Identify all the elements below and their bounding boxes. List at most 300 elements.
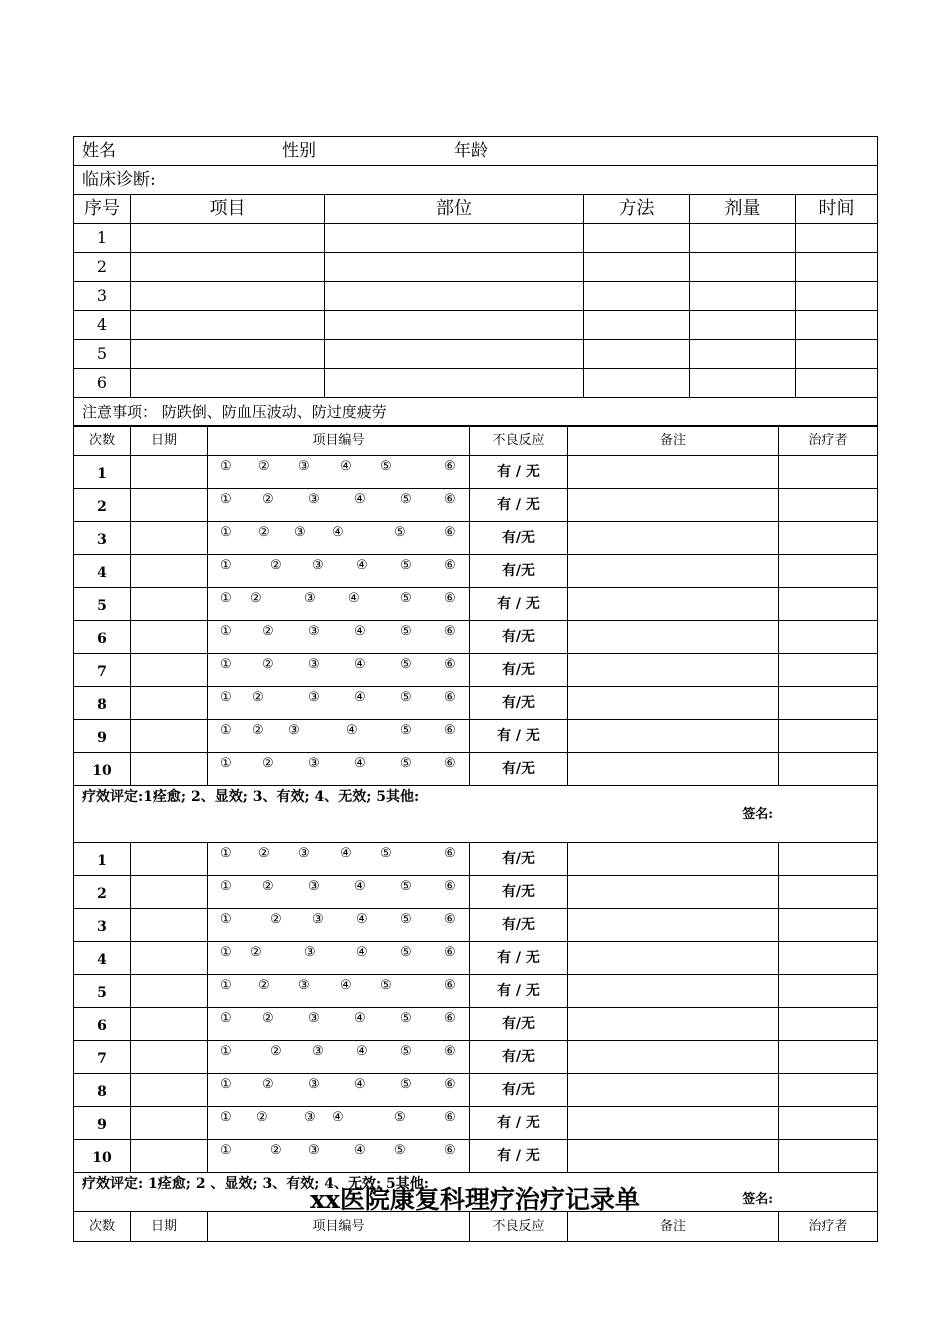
remarks-cell[interactable] [568,1041,779,1074]
plan-cell[interactable] [131,369,325,398]
plan-cell[interactable] [131,340,325,369]
item-option-4[interactable]: ④ [354,1077,366,1092]
document-title: xx医院康复科理疗治疗记录单 [310,1185,640,1214]
item-option-3[interactable]: ③ [294,525,306,540]
item-option-2[interactable]: ② [250,591,262,606]
reaction-choice[interactable]: 有/无 [470,876,568,909]
notes-text: 注意事项： 防跌倒、防血压波动、防过度疲劳 [74,398,878,427]
item-option-4[interactable]: ④ [332,525,344,540]
therapist-cell[interactable] [779,1140,878,1173]
therapist-cell[interactable] [779,1008,878,1041]
plan-cell[interactable] [131,311,325,340]
item-number-options [208,1107,470,1140]
item-option-4[interactable]: ④ [354,624,366,639]
item-option-5[interactable]: ⑤ [400,879,412,894]
item-option-2[interactable]: ② [262,1011,274,1026]
session-date-cell[interactable] [131,1041,208,1074]
item-option-6[interactable]: ⑥ [444,459,456,474]
item-option-6[interactable]: ⑥ [444,945,456,960]
session-number: 1 [74,456,131,489]
item-option-3[interactable]: ③ [312,558,324,573]
session-row [74,588,878,621]
plan-cell[interactable] [690,311,796,340]
item-option-3[interactable]: ③ [308,624,320,639]
remarks-cell[interactable] [568,720,779,753]
plan-cell[interactable] [325,224,584,253]
item-option-4[interactable]: ④ [354,879,366,894]
plan-row-number: 3 [74,282,131,311]
item-option-4[interactable]: ④ [354,1011,366,1026]
item-option-2[interactable]: ② [258,459,270,474]
remarks-cell[interactable] [568,621,779,654]
plan-cell[interactable] [584,224,690,253]
session-row [74,1041,878,1074]
item-option-1[interactable]: ① [220,723,232,738]
reaction-choice[interactable]: 有 / 无 [470,1140,568,1173]
reaction-choice[interactable]: 有/无 [470,753,568,786]
item-option-4[interactable]: ④ [356,1044,368,1059]
therapist-cell[interactable] [779,753,878,786]
item-option-2[interactable]: ② [270,1143,282,1158]
therapist-cell[interactable] [779,654,878,687]
plan-cell[interactable] [325,311,584,340]
item-option-1[interactable]: ① [220,558,232,573]
age-label: 年龄 [454,140,488,161]
item-option-6[interactable]: ⑥ [444,558,456,573]
item-option-5[interactable]: ⑤ [400,657,412,672]
session-date-cell[interactable] [131,687,208,720]
therapist-cell[interactable] [779,1107,878,1140]
plan-cell[interactable] [325,369,584,398]
session-date-cell[interactable] [131,1107,208,1140]
session-number: 5 [74,975,131,1008]
col-reaction-2: 不良反应 [470,1212,568,1242]
item-option-4[interactable]: ④ [354,492,366,507]
reaction-choice[interactable]: 有 / 无 [470,942,568,975]
therapist-cell[interactable] [779,942,878,975]
plan-cell[interactable] [325,282,584,311]
reaction-choice[interactable]: 有/无 [470,555,568,588]
therapist-cell[interactable] [779,555,878,588]
item-option-3[interactable]: ③ [308,657,320,672]
session-row [74,909,878,942]
plan-cell[interactable] [584,311,690,340]
item-option-4[interactable]: ④ [346,723,358,738]
plan-cell[interactable] [796,340,878,369]
plan-cell[interactable] [796,224,878,253]
item-option-4[interactable]: ④ [348,591,360,606]
item-option-1[interactable]: ① [220,1044,232,1059]
plan-row [74,282,878,311]
session-number: 2 [74,489,131,522]
item-option-6[interactable]: ⑥ [444,657,456,672]
session-row [74,654,878,687]
session-row [74,621,878,654]
plan-cell[interactable] [796,369,878,398]
item-number-options [208,588,470,621]
remarks-cell[interactable] [568,975,779,1008]
reaction-choice[interactable]: 有/无 [470,1041,568,1074]
remarks-cell[interactable] [568,942,779,975]
session-date-cell[interactable] [131,522,208,555]
item-option-1[interactable]: ① [220,1077,232,1092]
item-option-4[interactable]: ④ [354,690,366,705]
item-option-6[interactable]: ⑥ [444,1143,456,1158]
plan-cell[interactable] [325,340,584,369]
session-number: 4 [74,555,131,588]
plan-cell[interactable] [690,282,796,311]
remarks-cell[interactable] [568,522,779,555]
item-option-5[interactable]: ⑤ [380,459,392,474]
item-option-2[interactable]: ② [256,1110,268,1125]
session-date-cell[interactable] [131,843,208,876]
patient-info-row [74,137,878,166]
session-record-table [73,425,878,1242]
item-option-1[interactable]: ① [220,978,232,993]
reaction-choice[interactable]: 有/无 [470,522,568,555]
item-number-options [208,942,470,975]
item-option-1[interactable]: ① [220,1143,232,1158]
session-date-cell[interactable] [131,1008,208,1041]
item-option-3[interactable]: ③ [308,879,320,894]
item-option-5[interactable]: ⑤ [380,846,392,861]
plan-row-number: 4 [74,311,131,340]
remarks-cell[interactable] [568,588,779,621]
item-option-2[interactable]: ② [252,723,264,738]
item-option-6[interactable]: ⑥ [444,1110,456,1125]
item-option-3[interactable]: ③ [298,846,310,861]
item-number-options [208,555,470,588]
item-option-6[interactable]: ⑥ [444,591,456,606]
session-date-cell[interactable] [131,555,208,588]
item-option-1[interactable]: ① [220,525,232,540]
plan-cell[interactable] [584,369,690,398]
session-row [74,720,878,753]
item-option-6[interactable]: ⑥ [444,690,456,705]
session-number: 10 [74,1140,131,1173]
plan-cell[interactable] [690,253,796,282]
item-option-3[interactable]: ③ [288,723,300,738]
session-date-cell[interactable] [131,720,208,753]
item-option-4[interactable]: ④ [354,1143,366,1158]
remarks-cell[interactable] [568,876,779,909]
item-option-6[interactable]: ⑥ [444,756,456,771]
item-option-5[interactable]: ⑤ [400,624,412,639]
plan-cell[interactable] [584,282,690,311]
remarks-cell[interactable] [568,843,779,876]
item-option-3[interactable]: ③ [308,756,320,771]
item-option-5[interactable]: ⑤ [400,723,412,738]
reaction-choice[interactable]: 有/无 [470,1008,568,1041]
diagnosis-label: 临床诊断: [74,166,878,195]
item-option-1[interactable]: ① [220,756,232,771]
reaction-choice[interactable]: 有 / 无 [470,975,568,1008]
plan-cell[interactable] [690,224,796,253]
gender-label: 性别 [282,140,316,161]
item-option-3[interactable]: ③ [308,1143,320,1158]
session-date-cell[interactable] [131,1074,208,1107]
item-option-3[interactable]: ③ [308,492,320,507]
session-number: 10 [74,753,131,786]
plan-cell[interactable] [796,282,878,311]
session-number: 9 [74,720,131,753]
remarks-cell[interactable] [568,1107,779,1140]
item-option-4[interactable]: ④ [340,978,352,993]
remarks-cell[interactable] [568,909,779,942]
item-option-2[interactable]: ② [258,846,270,861]
item-option-6[interactable]: ⑥ [444,492,456,507]
item-option-6[interactable]: ⑥ [444,1077,456,1092]
item-option-3[interactable]: ③ [308,1077,320,1092]
item-number-options [208,1074,470,1107]
item-option-6[interactable]: ⑥ [444,1011,456,1026]
therapist-cell[interactable] [779,522,878,555]
evaluation-text-1: 疗效评定:1痊愈; 2、显效; 3、有效; 4、无效; 5其他: [82,789,420,805]
plan-row [74,253,878,282]
item-option-2[interactable]: ② [262,624,274,639]
item-option-1[interactable]: ① [220,657,232,672]
therapist-cell[interactable] [779,456,878,489]
col-dose: 剂量 [690,195,796,224]
item-option-1[interactable]: ① [220,879,232,894]
session-number: 9 [74,1107,131,1140]
item-option-4[interactable]: ④ [354,756,366,771]
session-number: 1 [74,843,131,876]
item-number-options [208,720,470,753]
item-option-2[interactable]: ② [262,657,274,672]
item-option-6[interactable]: ⑥ [444,1044,456,1059]
item-number-options [208,621,470,654]
therapist-cell[interactable] [779,843,878,876]
item-option-2[interactable]: ② [258,978,270,993]
col-method: 方法 [584,195,690,224]
remarks-cell[interactable] [568,1140,779,1173]
item-option-2[interactable]: ② [270,912,282,927]
item-option-2[interactable]: ② [270,558,282,573]
item-option-3[interactable]: ③ [298,459,310,474]
item-option-2[interactable]: ② [262,492,274,507]
reaction-choice[interactable]: 有 / 无 [470,720,568,753]
item-number-options [208,1140,470,1173]
plan-row [74,369,878,398]
reaction-choice[interactable]: 有/无 [470,621,568,654]
session-date-cell[interactable] [131,753,208,786]
item-option-1[interactable]: ① [220,690,232,705]
item-option-2[interactable]: ② [262,1077,274,1092]
item-option-1[interactable]: ① [220,846,232,861]
name-label: 姓名 [82,140,116,161]
session-date-cell[interactable] [131,876,208,909]
col-date-2: 日期 [131,1212,208,1242]
session-row [74,456,878,489]
session-date-cell[interactable] [131,654,208,687]
item-number-options [208,876,470,909]
remarks-cell[interactable] [568,456,779,489]
session-header-top [74,426,878,456]
plan-cell[interactable] [131,253,325,282]
item-option-4[interactable]: ④ [356,912,368,927]
reaction-choice[interactable]: 有/无 [470,1074,568,1107]
session-number: 7 [74,654,131,687]
session-date-cell[interactable] [131,456,208,489]
item-option-2[interactable]: ② [258,525,270,540]
item-option-1[interactable]: ① [220,1110,232,1125]
item-option-6[interactable]: ⑥ [444,525,456,540]
reaction-choice[interactable]: 有 / 无 [470,489,568,522]
reaction-choice[interactable]: 有 / 无 [470,456,568,489]
item-option-4[interactable]: ④ [332,1110,344,1125]
session-row [74,687,878,720]
item-option-5[interactable]: ⑤ [394,1110,406,1125]
item-option-3[interactable]: ③ [298,978,310,993]
therapist-cell[interactable] [779,876,878,909]
col-remarks: 备注 [568,426,779,456]
item-option-5[interactable]: ⑤ [400,1077,412,1092]
item-option-1[interactable]: ① [220,591,232,606]
plan-cell[interactable] [796,311,878,340]
item-option-5[interactable]: ⑤ [400,558,412,573]
item-option-4[interactable]: ④ [356,945,368,960]
item-number-options [208,975,470,1008]
item-option-1[interactable]: ① [220,912,232,927]
therapist-cell[interactable] [779,621,878,654]
item-option-1[interactable]: ① [220,459,232,474]
session-number: 6 [74,1008,131,1041]
item-option-1[interactable]: ① [220,945,232,960]
col-item: 项目 [131,195,325,224]
plan-row-number: 2 [74,253,131,282]
item-option-3[interactable]: ③ [304,591,316,606]
plan-cell[interactable] [584,253,690,282]
session-date-cell[interactable] [131,909,208,942]
plan-cell[interactable] [131,282,325,311]
item-option-3[interactable]: ③ [312,912,324,927]
item-option-2[interactable]: ② [262,879,274,894]
remarks-cell[interactable] [568,654,779,687]
therapist-cell[interactable] [779,975,878,1008]
plan-row-number: 6 [74,369,131,398]
item-option-5[interactable]: ⑤ [400,912,412,927]
item-option-4[interactable]: ④ [340,846,352,861]
item-option-6[interactable]: ⑥ [444,879,456,894]
item-number-options [208,909,470,942]
reaction-choice[interactable]: 有/无 [470,909,568,942]
item-option-6[interactable]: ⑥ [444,912,456,927]
session-date-cell[interactable] [131,588,208,621]
col-reaction: 不良反应 [470,426,568,456]
reaction-choice[interactable]: 有 / 无 [470,588,568,621]
session-row [74,753,878,786]
item-option-6[interactable]: ⑥ [444,624,456,639]
item-option-5[interactable]: ⑤ [394,525,406,540]
treatment-plan-table [73,136,878,427]
reaction-choice[interactable]: 有 / 无 [470,1107,568,1140]
item-option-5[interactable]: ⑤ [394,1143,406,1158]
remarks-cell[interactable] [568,489,779,522]
item-option-2[interactable]: ② [270,1044,282,1059]
plan-cell[interactable] [584,340,690,369]
item-option-5[interactable]: ⑤ [400,945,412,960]
therapist-cell[interactable] [779,489,878,522]
item-option-6[interactable]: ⑥ [444,846,456,861]
item-option-5[interactable]: ⑤ [400,591,412,606]
session-row [74,942,878,975]
reaction-choice[interactable]: 有/无 [470,687,568,720]
item-option-1[interactable]: ① [220,624,232,639]
remarks-cell[interactable] [568,1074,779,1107]
plan-row [74,340,878,369]
item-option-5[interactable]: ⑤ [400,1011,412,1026]
session-number: 5 [74,588,131,621]
item-option-3[interactable]: ③ [308,1011,320,1026]
item-option-5[interactable]: ⑤ [380,978,392,993]
plan-row [74,311,878,340]
session-date-cell[interactable] [131,942,208,975]
item-option-3[interactable]: ③ [304,945,316,960]
item-option-3[interactable]: ③ [312,1044,324,1059]
item-option-4[interactable]: ④ [356,558,368,573]
plan-cell[interactable] [796,253,878,282]
session-number: 3 [74,909,131,942]
plan-cell[interactable] [690,340,796,369]
plan-cell[interactable] [690,369,796,398]
therapist-cell[interactable] [779,687,878,720]
remarks-cell[interactable] [568,555,779,588]
plan-cell[interactable] [325,253,584,282]
session-date-cell[interactable] [131,489,208,522]
item-option-5[interactable]: ⑤ [400,756,412,771]
item-option-2[interactable]: ② [252,690,264,705]
session-date-cell[interactable] [131,621,208,654]
remarks-cell[interactable] [568,687,779,720]
plan-cell[interactable] [131,224,325,253]
reaction-choice[interactable]: 有/无 [470,843,568,876]
therapist-cell[interactable] [779,1041,878,1074]
therapist-cell[interactable] [779,588,878,621]
therapist-cell[interactable] [779,720,878,753]
session-date-cell[interactable] [131,975,208,1008]
item-option-5[interactable]: ⑤ [400,492,412,507]
col-date: 日期 [131,426,208,456]
item-option-2[interactable]: ② [250,945,262,960]
item-option-4[interactable]: ④ [340,459,352,474]
item-option-3[interactable]: ③ [308,690,320,705]
therapist-cell[interactable] [779,1074,878,1107]
session-number: 2 [74,876,131,909]
therapist-cell[interactable] [779,909,878,942]
item-option-4[interactable]: ④ [354,657,366,672]
evaluation-text-2: 疗效评定: 1痊愈; 2 、显效; 3、有效; 4、无效; 5其他: [82,1176,429,1192]
col-site: 部位 [325,195,584,224]
item-option-3[interactable]: ③ [304,1110,316,1125]
item-option-5[interactable]: ⑤ [400,690,412,705]
item-option-1[interactable]: ① [220,492,232,507]
reaction-choice[interactable]: 有/无 [470,654,568,687]
item-option-5[interactable]: ⑤ [400,1044,412,1059]
item-option-6[interactable]: ⑥ [444,978,456,993]
plan-row-number: 1 [74,224,131,253]
col-remarks-2: 备注 [568,1212,779,1242]
item-number-options [208,1008,470,1041]
item-option-2[interactable]: ② [262,756,274,771]
item-option-6[interactable]: ⑥ [444,723,456,738]
item-option-1[interactable]: ① [220,1011,232,1026]
remarks-cell[interactable] [568,1008,779,1041]
col-therapist: 治疗者 [779,426,878,456]
session-row [74,489,878,522]
session-date-cell[interactable] [131,1140,208,1173]
remarks-cell[interactable] [568,753,779,786]
